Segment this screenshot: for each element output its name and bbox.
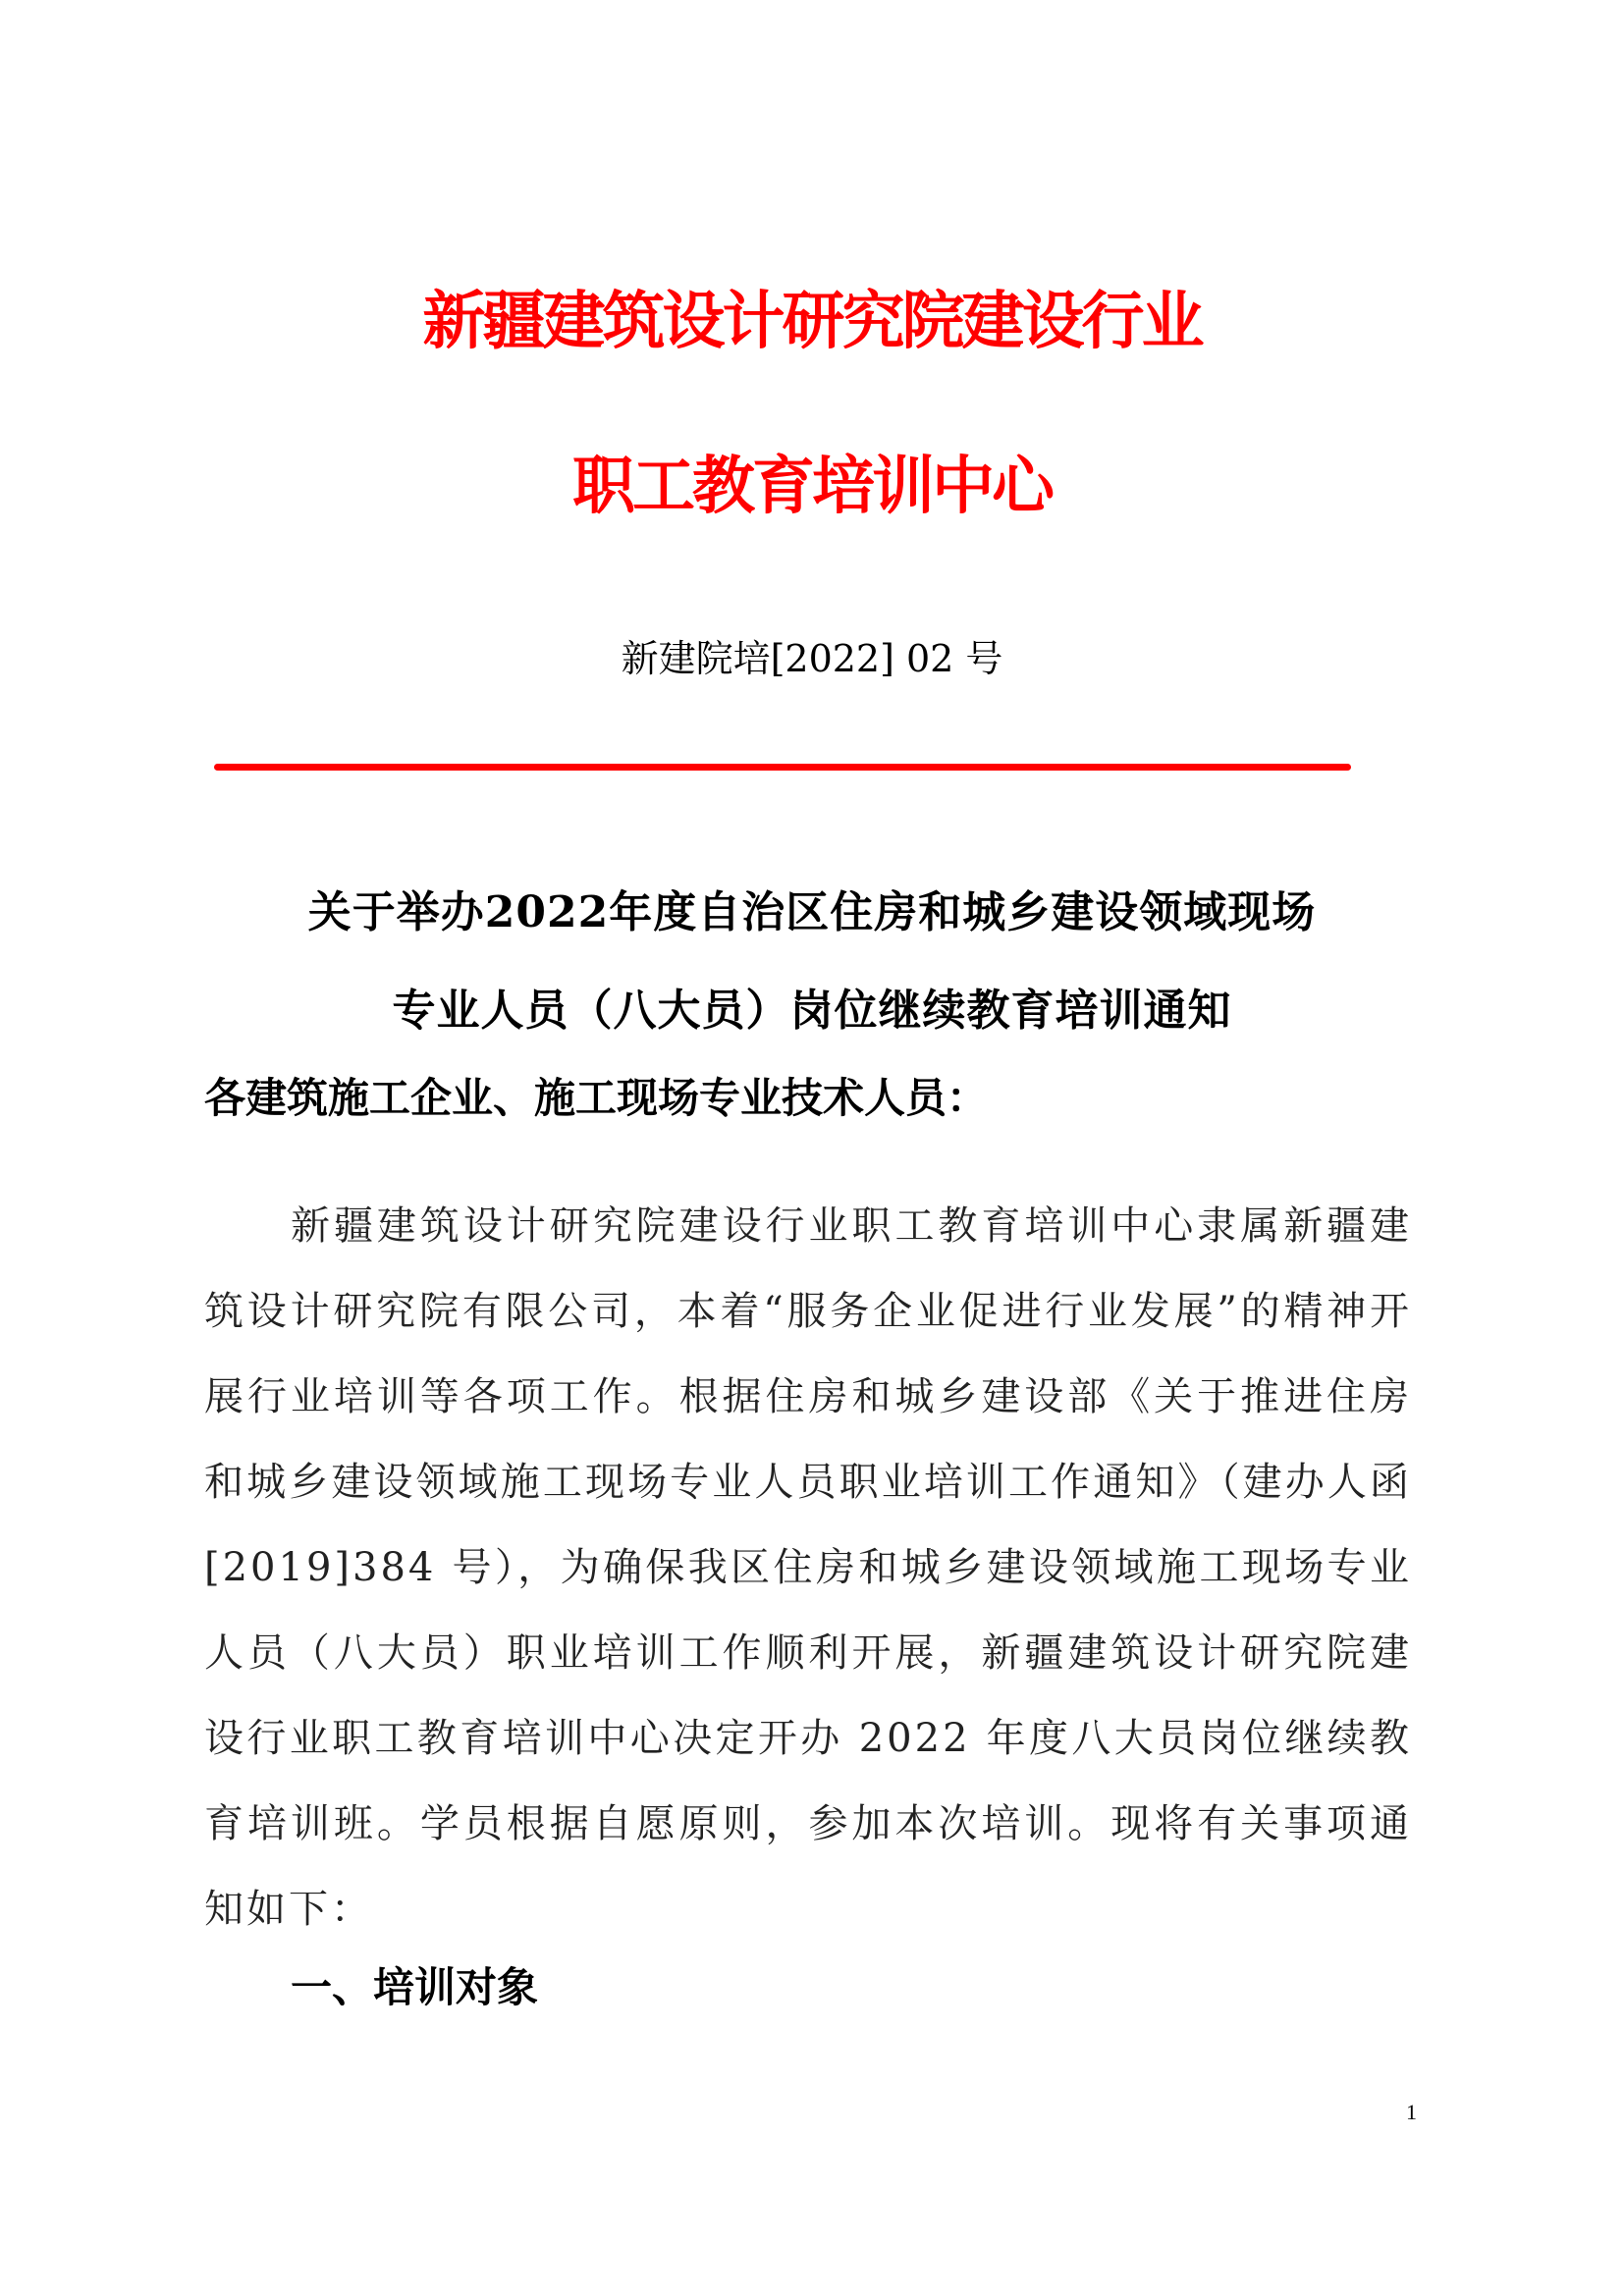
- notice-title-line-1: 关于举办2022年度自治区住房和城乡建设领域现场: [307, 887, 1317, 937]
- body-paragraph: 新疆建筑设计研究院建设行业职工教育培训中心隶属新疆建筑设计研究院有限公司，本着“服务企业促进行业发展”的精神开展行业培训等各项工作。根据住房和城乡建设部《关于推进住房和城乡建设领域施工现场专业人员职业培训工作通知》（建办人函[2019]384 号），为确保我区住房和城乡建设领域施工现场专业人员（八大员）职业培训工作顺利开展，新疆建筑设计研究院建设行业职工教育培训中心决定开办 2022 年度八大员岗位继续教育培训班。学员根据自愿原则，参加本次培训。现将有关事项通知如下：: [204, 1203, 1412, 1932]
- organization-name-line-2: 职工教育培训中心: [572, 451, 1052, 523]
- page-number: 1: [1406, 2100, 1417, 2124]
- notice-title-line-2: 专业人员（八大员）岗位继续教育培训通知: [392, 986, 1232, 1036]
- salutation: 各建筑施工企业、施工现场专业技术人员：: [204, 1074, 989, 1122]
- section-heading-training-target: 一、培训对象: [291, 1963, 539, 2011]
- red-header-divider: [214, 764, 1351, 771]
- document-number: 新建院培[2022] 02 号: [621, 637, 1003, 680]
- organization-name-line-1: 新疆建筑设计研究院建设行业: [422, 286, 1202, 358]
